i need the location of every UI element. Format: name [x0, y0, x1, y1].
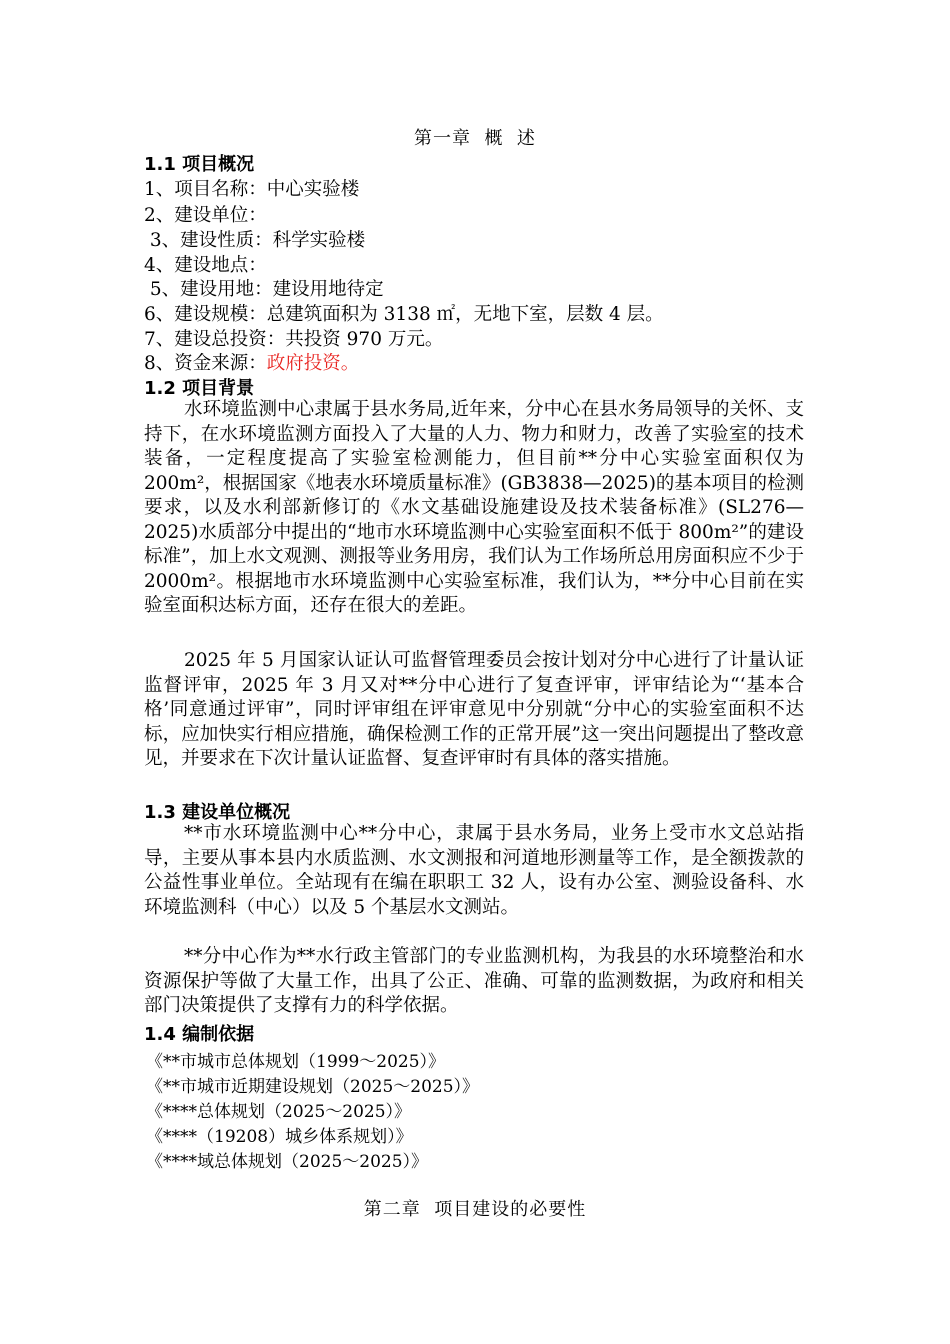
background-paragraph-2: 2025 年 5 月国家认证认可监督管理委员会按计划对分中心进行了计量认证监督评审，2025 年 3 月又对**分中心进行了复查评审，评审结论为“‘基本合格’同意通过评审”，同时评审组在评审意见中分别就“分中心的实验室面积不达标，应加快实行相应措施，确保检测工作的正常开展”这一突出问题提出了整改意见，并要求在下次计量认证监督、复查评审时有具体的落实措施。 [144, 650, 804, 769]
project-item: 6、建设规模：总建筑面积为 3138 ㎡，无地下室，层数 4 层。 [144, 304, 664, 325]
project-item: 5、建设用地：建设用地待定 [144, 279, 384, 300]
section-1-1-heading: 1.1 项目概况 [144, 154, 255, 175]
project-item: 3、建设性质：科学实验楼 [144, 230, 366, 251]
project-item: 1、项目名称：中心实验楼 [144, 179, 360, 200]
funding-label: 8、资金来源： [144, 353, 267, 374]
reference-item: 《****总体规划（2025～2025）》 [146, 1102, 412, 1122]
section-1-2-heading: 1.2 项目背景 [144, 378, 255, 399]
reference-item: 《****域总体规划（2025～2025）》 [146, 1152, 429, 1172]
project-item: 4、建设地点： [144, 255, 267, 276]
unit-paragraph-1: **市水环境监测中心**分中心，隶属于县水务局，业务上受市水文总站指导，主要从事本县内水质监测、水文测报和河道地形测量等工作，是全额拨款的公益性事业单位。全站现有在编在职职工 32 人，设有办公室、测验设备科、水环境监测科（中心）以及 5 个基层水文测站。 [144, 823, 804, 918]
funding-value: 政府投资。 [266, 353, 360, 374]
unit-paragraph-2: **分中心作为**水行政主管部门的专业监测机构，为我县的水环境整治和水资源保护等做了大量工作，出具了公正、准确、可靠的监测数据，为政府和相关部门决策提供了支撑有力的科学依据。 [144, 946, 804, 1016]
section-1-3-heading: 1.3 建设单位概况 [144, 802, 291, 823]
section-1-4-heading: 1.4 编制依据 [144, 1024, 255, 1045]
project-item: 7、建设总投资：共投资 970 万元。 [144, 329, 444, 350]
chapter-1-title: 第一章 概 述 [414, 128, 536, 149]
project-item: 2、建设单位： [144, 205, 267, 226]
project-item-funding [144, 349, 359, 375]
background-paragraph-1: 水环境监测中心隶属于县水务局,近年来，分中心在县水务局领导的关怀、支持下，在水环境监测方面投入了大量的人力、物力和财力，改善了实验室的技术装备，一定程度提高了实验室检测能力，但目前**分中心实验室面积仅为 200m²，根据国家《地表水环境质量标准》(GB3838—2025)的基本项目的检测要求，以及水利部新修订的《水文基础设施建设及技术装备标准》(SL276—2025)水质部分中提出的“地市水环境监测中心实验室面积不低于 800m²”的建设标准”，加上水文观测、测报等业务用房，我们认为工作场所总用房面积应不少于 2000m²。根据地市水环境监测中心实验室标准，我们认为，**分中心目前在实验室面积达标方面，还存在很大的差距。 [144, 399, 804, 616]
chapter-2-title: 第二章 项目建设的必要性 [363, 1199, 587, 1220]
reference-item: 《**市城市近期建设规划（2025～2025）》 [146, 1077, 480, 1097]
reference-item: 《****（19208）城乡体系规划）》 [146, 1127, 413, 1147]
reference-item: 《**市城市总体规划（1999～2025）》 [146, 1052, 446, 1072]
